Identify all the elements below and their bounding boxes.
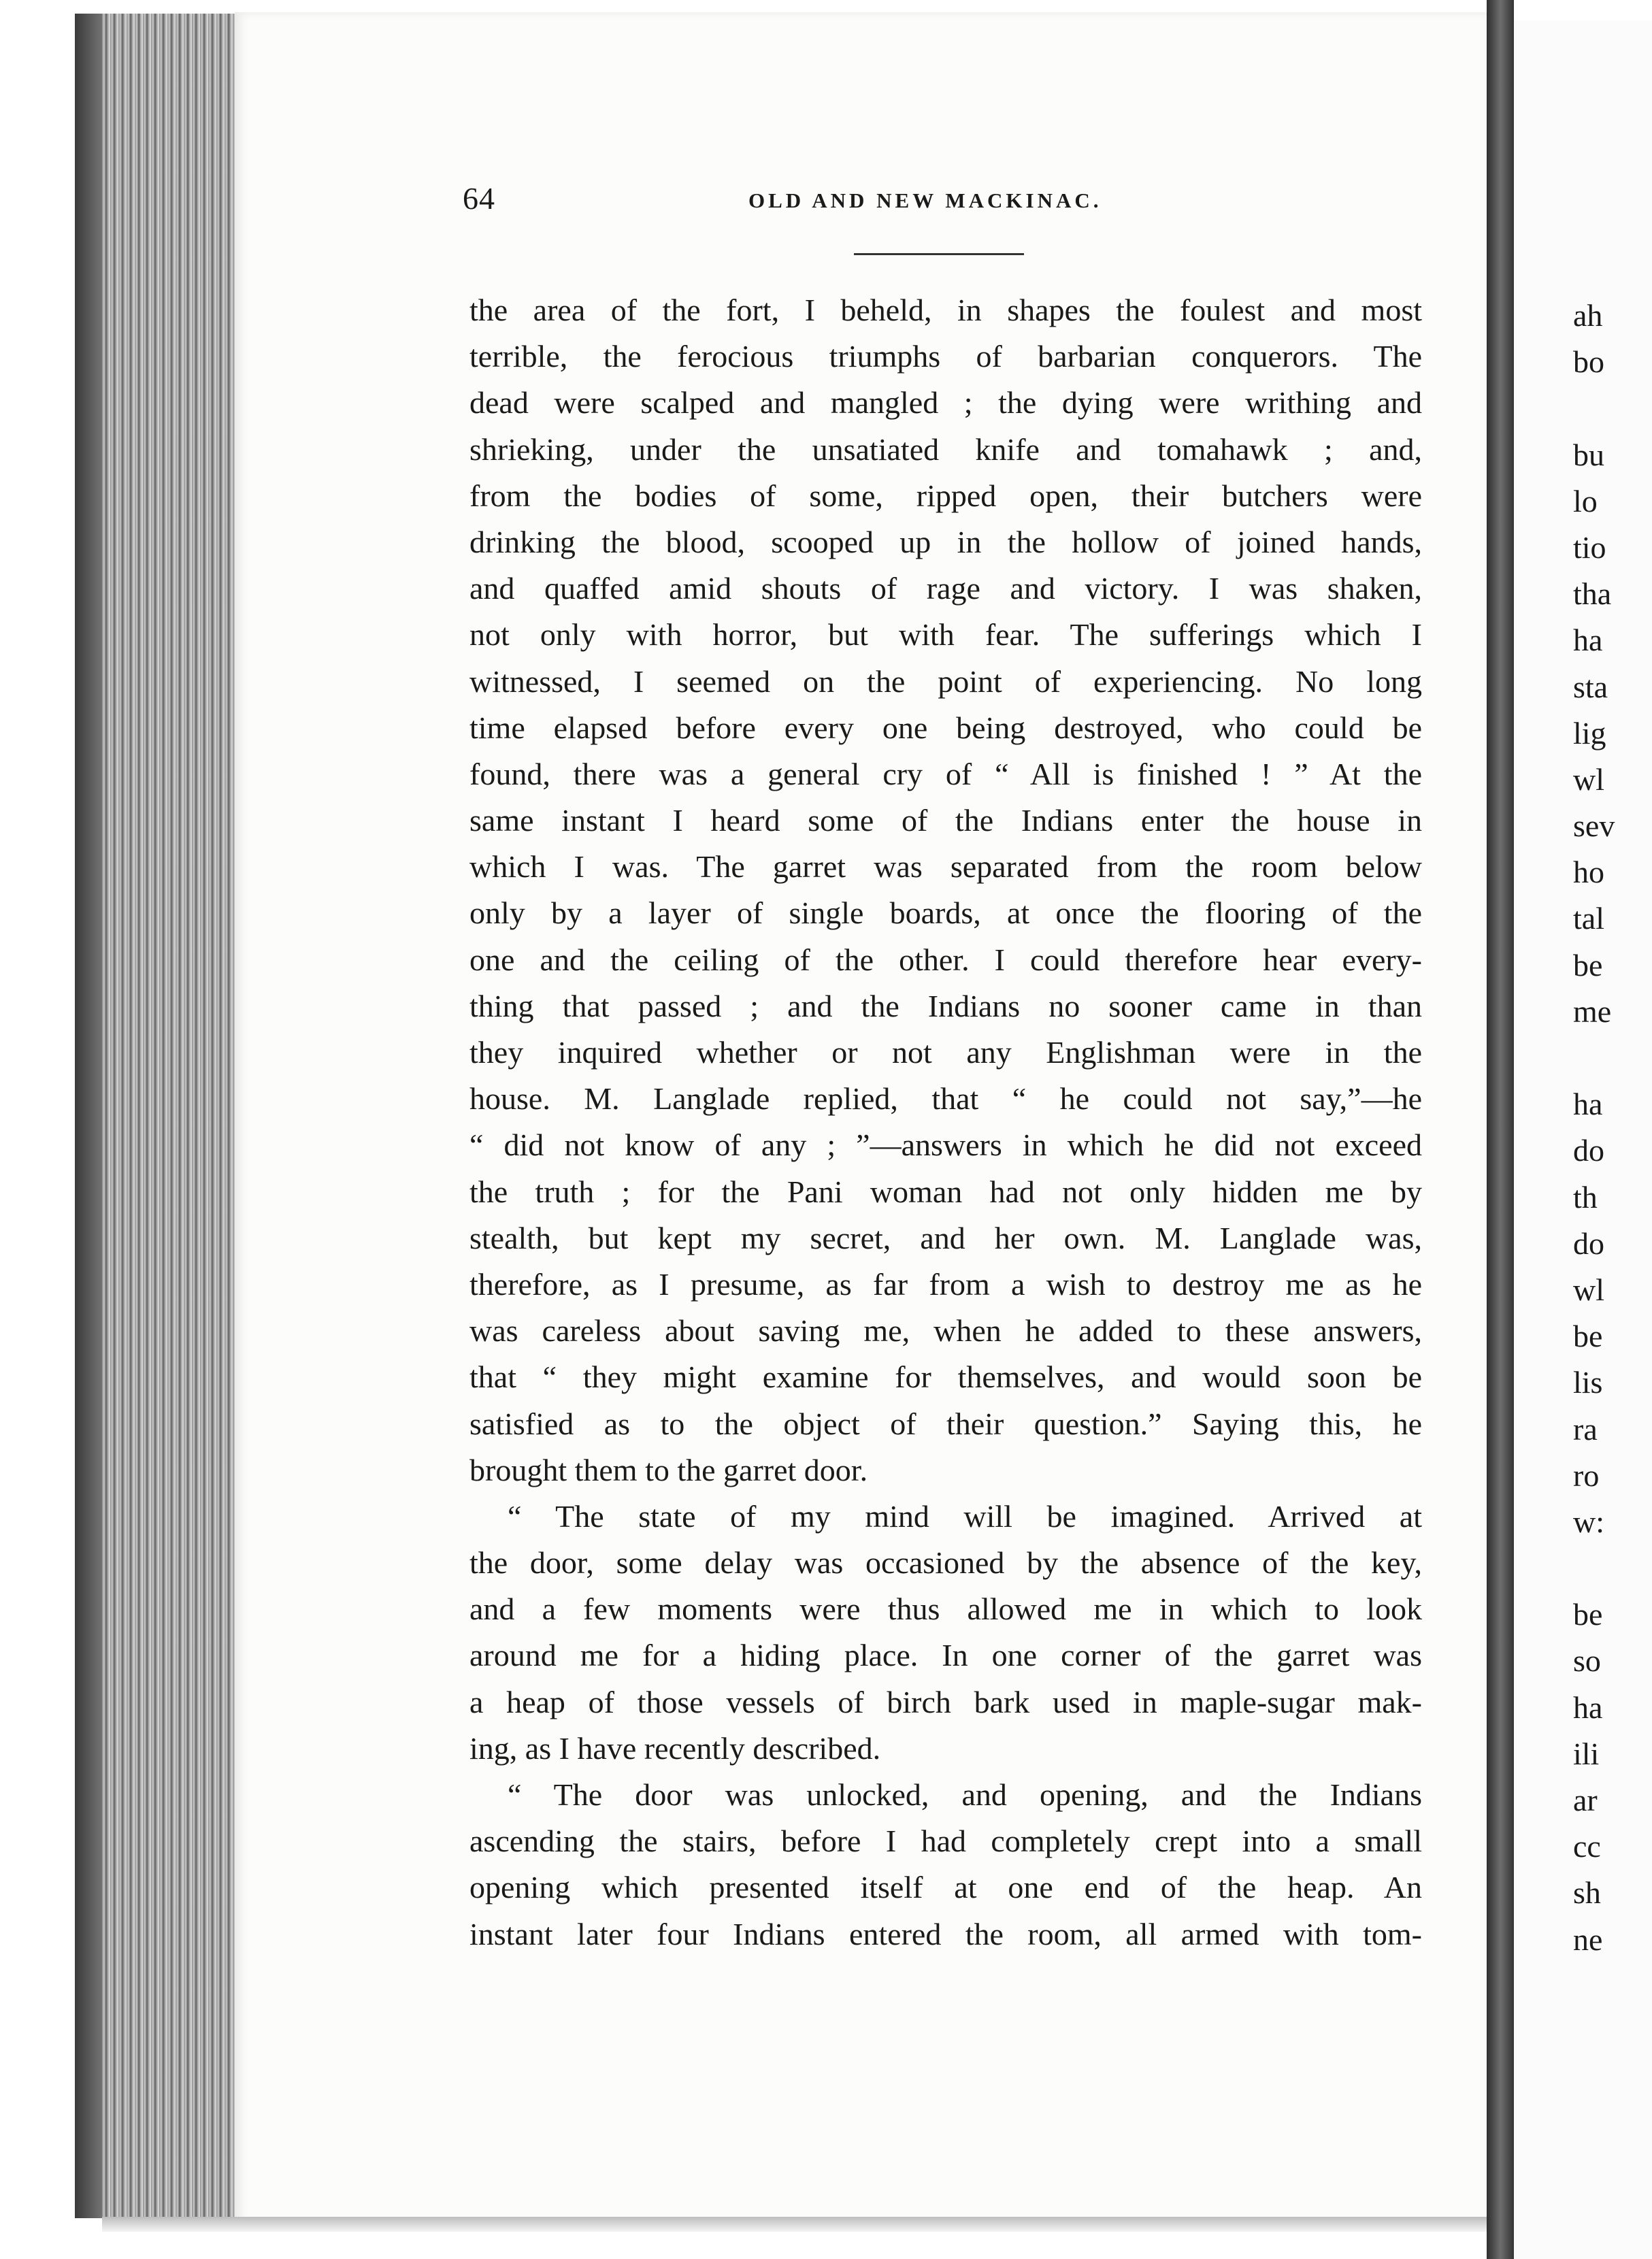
facing-page-fragment: ah <box>1573 298 1603 333</box>
facing-page-fragment: ha <box>1573 623 1603 658</box>
facing-page-fragment: do <box>1573 1225 1604 1261</box>
facing-page-fragment: ne <box>1573 1922 1603 1957</box>
text-line: terrible, the ferocious triumphs of barbarian conquerors. The <box>469 339 1422 374</box>
book-page-edges <box>102 14 238 2218</box>
text-line: dead were scalped and mangled ; the dying were writhing and <box>469 385 1422 421</box>
facing-page-fragment: lis <box>1573 1365 1603 1400</box>
facing-page-fragment: bo <box>1573 344 1604 380</box>
page-number: 64 <box>463 181 495 216</box>
text-line: time elapsed before every one being destroyed, who could be <box>469 710 1422 745</box>
text-line: “ The state of my mind will be imagined. Arrived at <box>508 1498 1422 1534</box>
book-gutter <box>1487 0 1514 2259</box>
text-line: “ The door was unlocked, and opening, and the Indians <box>508 1777 1422 1812</box>
facing-page-fragment: be <box>1573 947 1603 983</box>
facing-page-fragment: sh <box>1573 1875 1601 1911</box>
facing-page-fragment: bu <box>1573 437 1604 472</box>
text-line: found, there was a general cry of “ All is finished ! ” At the <box>469 756 1422 791</box>
facing-page-fragment <box>1573 1035 1652 1081</box>
facing-page-fragment <box>1573 1545 1652 1592</box>
facing-page-fragment: be <box>1573 1597 1603 1632</box>
text-line: satisfied as to the object of their question.” Saying this, he <box>469 1406 1422 1441</box>
facing-page-fragment: ro <box>1573 1457 1600 1493</box>
facing-page-fragment: tal <box>1573 901 1604 936</box>
facing-page-fragment: ha <box>1573 1087 1603 1122</box>
book-bottom-edge <box>102 2217 1490 2232</box>
text-line: the truth ; for the Pani woman had not only hidden me by <box>469 1174 1422 1209</box>
text-line: they inquired whether or not any Englishman were in the <box>469 1035 1422 1070</box>
facing-page-fragment <box>1573 385 1652 431</box>
page-header <box>463 180 1429 235</box>
text-line: drinking the blood, scooped up in the hollow of joined hands, <box>469 524 1422 559</box>
facing-page-fragment: ho <box>1573 855 1604 890</box>
facing-page-fragment: ha <box>1573 1689 1603 1725</box>
body-text <box>469 287 1422 1958</box>
text-line: instant later four Indians entered the room, all armed with tom- <box>469 1916 1422 1951</box>
text-line: a heap of those vessels of birch bark used in maple-sugar mak- <box>469 1684 1422 1719</box>
facing-page-fragment: lo <box>1573 483 1598 518</box>
facing-page-fragment: tha <box>1573 576 1612 612</box>
text-line: opening which presented itself at one end of the heap. An <box>469 1870 1422 1905</box>
text-line: not only with horror, but with fear. The sufferings which I <box>469 617 1422 653</box>
book-block-shadow <box>75 14 105 2218</box>
facing-page-fragment: ar <box>1573 1783 1598 1817</box>
text-line: from the bodies of some, ripped open, their butchers were <box>469 478 1422 513</box>
text-line: was careless about saving me, when he added to these answers, <box>469 1313 1422 1349</box>
facing-page-fragment: wl <box>1573 761 1604 797</box>
text-line: the area of the fort, I beheld, in shapes the foulest and most <box>469 293 1422 327</box>
facing-page-fragment: cc <box>1573 1829 1601 1864</box>
text-line: therefore, as I presume, as far from a wish to destroy me as he <box>469 1266 1422 1302</box>
facing-page-fragment: me <box>1573 993 1612 1029</box>
running-title: OLD AND NEW MACKINAC. <box>748 188 1102 212</box>
facing-page-fragment: do <box>1573 1133 1604 1168</box>
facing-page-fragment: sta <box>1573 669 1608 704</box>
text-line: around me for a hiding place. In one corner of the garret was <box>469 1638 1422 1673</box>
facing-page-fragment: lig <box>1573 715 1606 751</box>
text-line: and a few moments were thus allowed me in which to look <box>469 1592 1422 1627</box>
text-line: ascending the stairs, before I had completely crept into a small <box>469 1824 1422 1859</box>
text-line: house. M. Langlade replied, that “ he could not say,”—he <box>469 1081 1422 1117</box>
text-line: that “ they might examine for themselves, and would soon be <box>469 1359 1422 1395</box>
facing-page-fragment: ra <box>1573 1411 1598 1447</box>
facing-page-fragment: tio <box>1573 529 1606 565</box>
text-line: and quaffed amid shouts of rage and victory. I was shaken, <box>469 571 1422 606</box>
facing-page-fragment: ili <box>1573 1736 1600 1771</box>
scan-left-margin <box>0 0 75 2259</box>
text-line: “ did not know of any ; ”—answers in which he did not exceed <box>469 1127 1422 1163</box>
facing-page-fragment: sev <box>1573 808 1615 844</box>
text-line: only by a layer of single boards, at once the flooring of the <box>469 895 1422 931</box>
text-line: same instant I heard some of the Indians enter the house in <box>469 803 1422 838</box>
text-line: which I was. The garret was separated from the room below <box>469 849 1422 885</box>
facing-page-fragment: wl <box>1573 1272 1604 1307</box>
text-line: one and the ceiling of the other. I could therefore hear every- <box>469 942 1422 977</box>
facing-page-text <box>1573 293 1652 1963</box>
text-line: brought them to the garret door. <box>469 1452 868 1487</box>
text-line: stealth, but kept my secret, and her own. M. Langlade was, <box>469 1220 1422 1255</box>
facing-page-fragment: th <box>1573 1179 1598 1215</box>
facing-page-fragment: so <box>1573 1643 1601 1679</box>
facing-page-fragment: be <box>1573 1319 1603 1354</box>
text-line: shrieking, under the unsatiated knife and tomahawk ; and, <box>469 431 1422 467</box>
text-line: thing that passed ; and the Indians no sooner came in than <box>469 988 1422 1023</box>
header-rule <box>854 253 1024 255</box>
text-line: ing, as I have recently described. <box>469 1730 881 1766</box>
facing-page-fragment: w: <box>1573 1504 1604 1539</box>
text-line: the door, some delay was occasioned by the absence of the key, <box>469 1545 1422 1581</box>
text-line: witnessed, I seemed on the point of experiencing. No long <box>469 663 1422 699</box>
